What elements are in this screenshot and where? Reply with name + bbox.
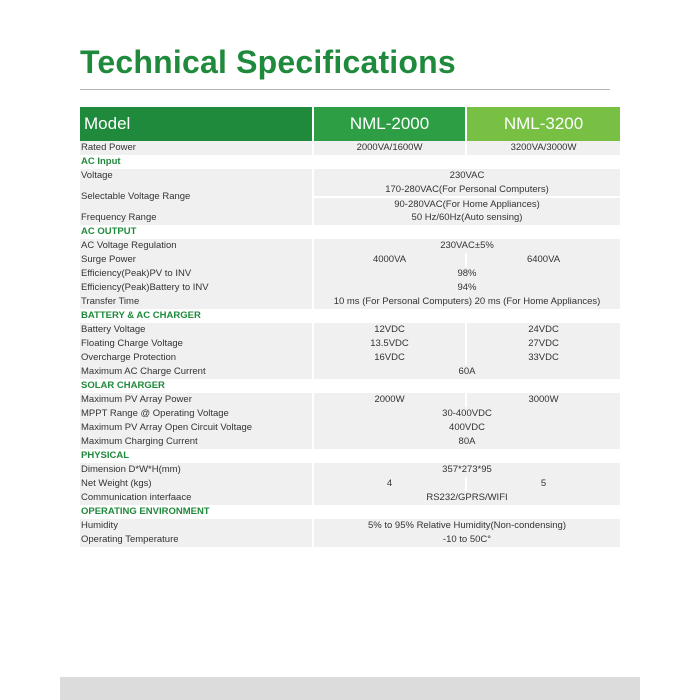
spec-value-nml-2000: 4000VA [314,253,465,267]
page-title: Technical Specifications [80,44,456,80]
spec-row [80,519,620,533]
spec-row [80,183,620,211]
section-blank [314,505,620,519]
spec-row [80,253,620,267]
header-nml-2000: NML-2000 [314,107,465,141]
spec-value-nml-3200: 24VDC [467,323,620,337]
spec-value-shared: RS232/GPRS/WIFI [314,491,620,505]
section-blank [314,225,620,239]
spec-value-nml-2000: 4 [314,477,465,491]
spec-label: Net Weight (kgs) [80,477,312,491]
section-blank [314,379,620,393]
spec-value-nml-2000: 12VDC [314,323,465,337]
spec-value-line: 170-280VAC(For Personal Computers) [314,183,620,196]
spec-value-shared: 50 Hz/60Hz(Auto sensing) [314,211,620,225]
spec-value-shared: 10 ms (For Personal Computers) 20 ms (For Home Appliances) [314,295,620,309]
spec-value-nml-3200: 3200VA/3000W [467,141,620,155]
spec-row [80,407,620,421]
footer-bar [60,677,640,700]
section-heading [80,379,620,393]
spec-label: Battery Voltage [80,323,312,337]
header-model: Model [80,107,312,141]
spec-value-nml-2000: 16VDC [314,351,465,365]
spec-row [80,365,620,379]
spec-row [80,239,620,253]
section-title: OPERATING ENVIRONMENT [80,505,312,519]
spec-row [80,169,620,183]
spec-row [80,491,620,505]
spec-label: Maximum AC Charge Current [80,365,312,379]
spec-label: AC Voltage Regulation [80,239,312,253]
spec-label: Voltage [80,169,312,183]
spec-value-shared: -10 to 50C° [314,533,620,547]
spec-row [80,477,620,491]
spec-row [80,267,620,281]
header-nml-3200: NML-3200 [467,107,620,141]
spec-value-shared: 80A [314,435,620,449]
spec-row [80,463,620,477]
spec-value-stack [314,183,620,211]
spec-label: Communication interfaace [80,491,312,505]
spec-value-shared: 60A [314,365,620,379]
spec-row [80,211,620,225]
spec-row [80,435,620,449]
spec-label: Overcharge Protection [80,351,312,365]
spec-label: Transfer Time [80,295,312,309]
spec-table-header [80,107,620,141]
section-title: SOLAR CHARGER [80,379,312,393]
spec-value-shared: 230VAC±5% [314,239,620,253]
spec-row [80,141,620,155]
spec-label: Maximum Charging Current [80,435,312,449]
spec-row [80,295,620,309]
spec-label: Maximum PV Array Power [80,393,312,407]
spec-value-shared: 400VDC [314,421,620,435]
spec-row [80,337,620,351]
spec-label: Maximum PV Array Open Circuit Voltage [80,421,312,435]
spec-label: MPPT Range @ Operating Voltage [80,407,312,421]
spec-value-shared: 94% [314,281,620,295]
spec-row [80,281,620,295]
spec-label: Selectable Voltage Range [80,183,312,211]
title-divider [80,89,610,90]
spec-value-nml-3200: 27VDC [467,337,620,351]
spec-label: Humidity [80,519,312,533]
spec-row [80,421,620,435]
section-blank [314,309,620,323]
spec-label: Efficiency(Peak)Battery to INV [80,281,312,295]
spec-label: Rated Power [80,141,312,155]
section-blank [314,449,620,463]
spec-label: Frequency Range [80,211,312,225]
section-heading [80,449,620,463]
section-title: PHYSICAL [80,449,312,463]
spec-table [80,107,620,547]
section-heading [80,505,620,519]
spec-rows [80,141,620,547]
spec-row [80,323,620,337]
spec-label: Floating Charge Voltage [80,337,312,351]
spec-value-nml-2000: 2000VA/1600W [314,141,465,155]
spec-value-shared: 357*273*95 [314,463,620,477]
spec-value-nml-2000: 13.5VDC [314,337,465,351]
spec-value-nml-2000: 2000W [314,393,465,407]
spec-value-line: 90-280VAC(For Home Appliances) [314,198,620,211]
section-title: AC OUTPUT [80,225,312,239]
spec-row [80,351,620,365]
spec-value-shared: 5% to 95% Relative Humidity(Non-condensing) [314,519,620,533]
spec-value-nml-3200: 33VDC [467,351,620,365]
spec-value-nml-3200: 3000W [467,393,620,407]
spec-value-shared: 98% [314,267,620,281]
spec-row [80,533,620,547]
spec-value-shared: 230VAC [314,169,620,183]
spec-value-nml-3200: 6400VA [467,253,620,267]
section-title: BATTERY & AC CHARGER [80,309,312,323]
spec-value-shared: 30-400VDC [314,407,620,421]
spec-row [80,393,620,407]
section-heading [80,155,620,169]
section-title: AC Input [80,155,312,169]
spec-label: Operating Temperature [80,533,312,547]
spec-label: Surge Power [80,253,312,267]
spec-label: Dimension D*W*H(mm) [80,463,312,477]
section-blank [314,155,620,169]
spec-label: Efficiency(Peak)PV to INV [80,267,312,281]
spec-value-nml-3200: 5 [467,477,620,491]
section-heading [80,225,620,239]
section-heading [80,309,620,323]
